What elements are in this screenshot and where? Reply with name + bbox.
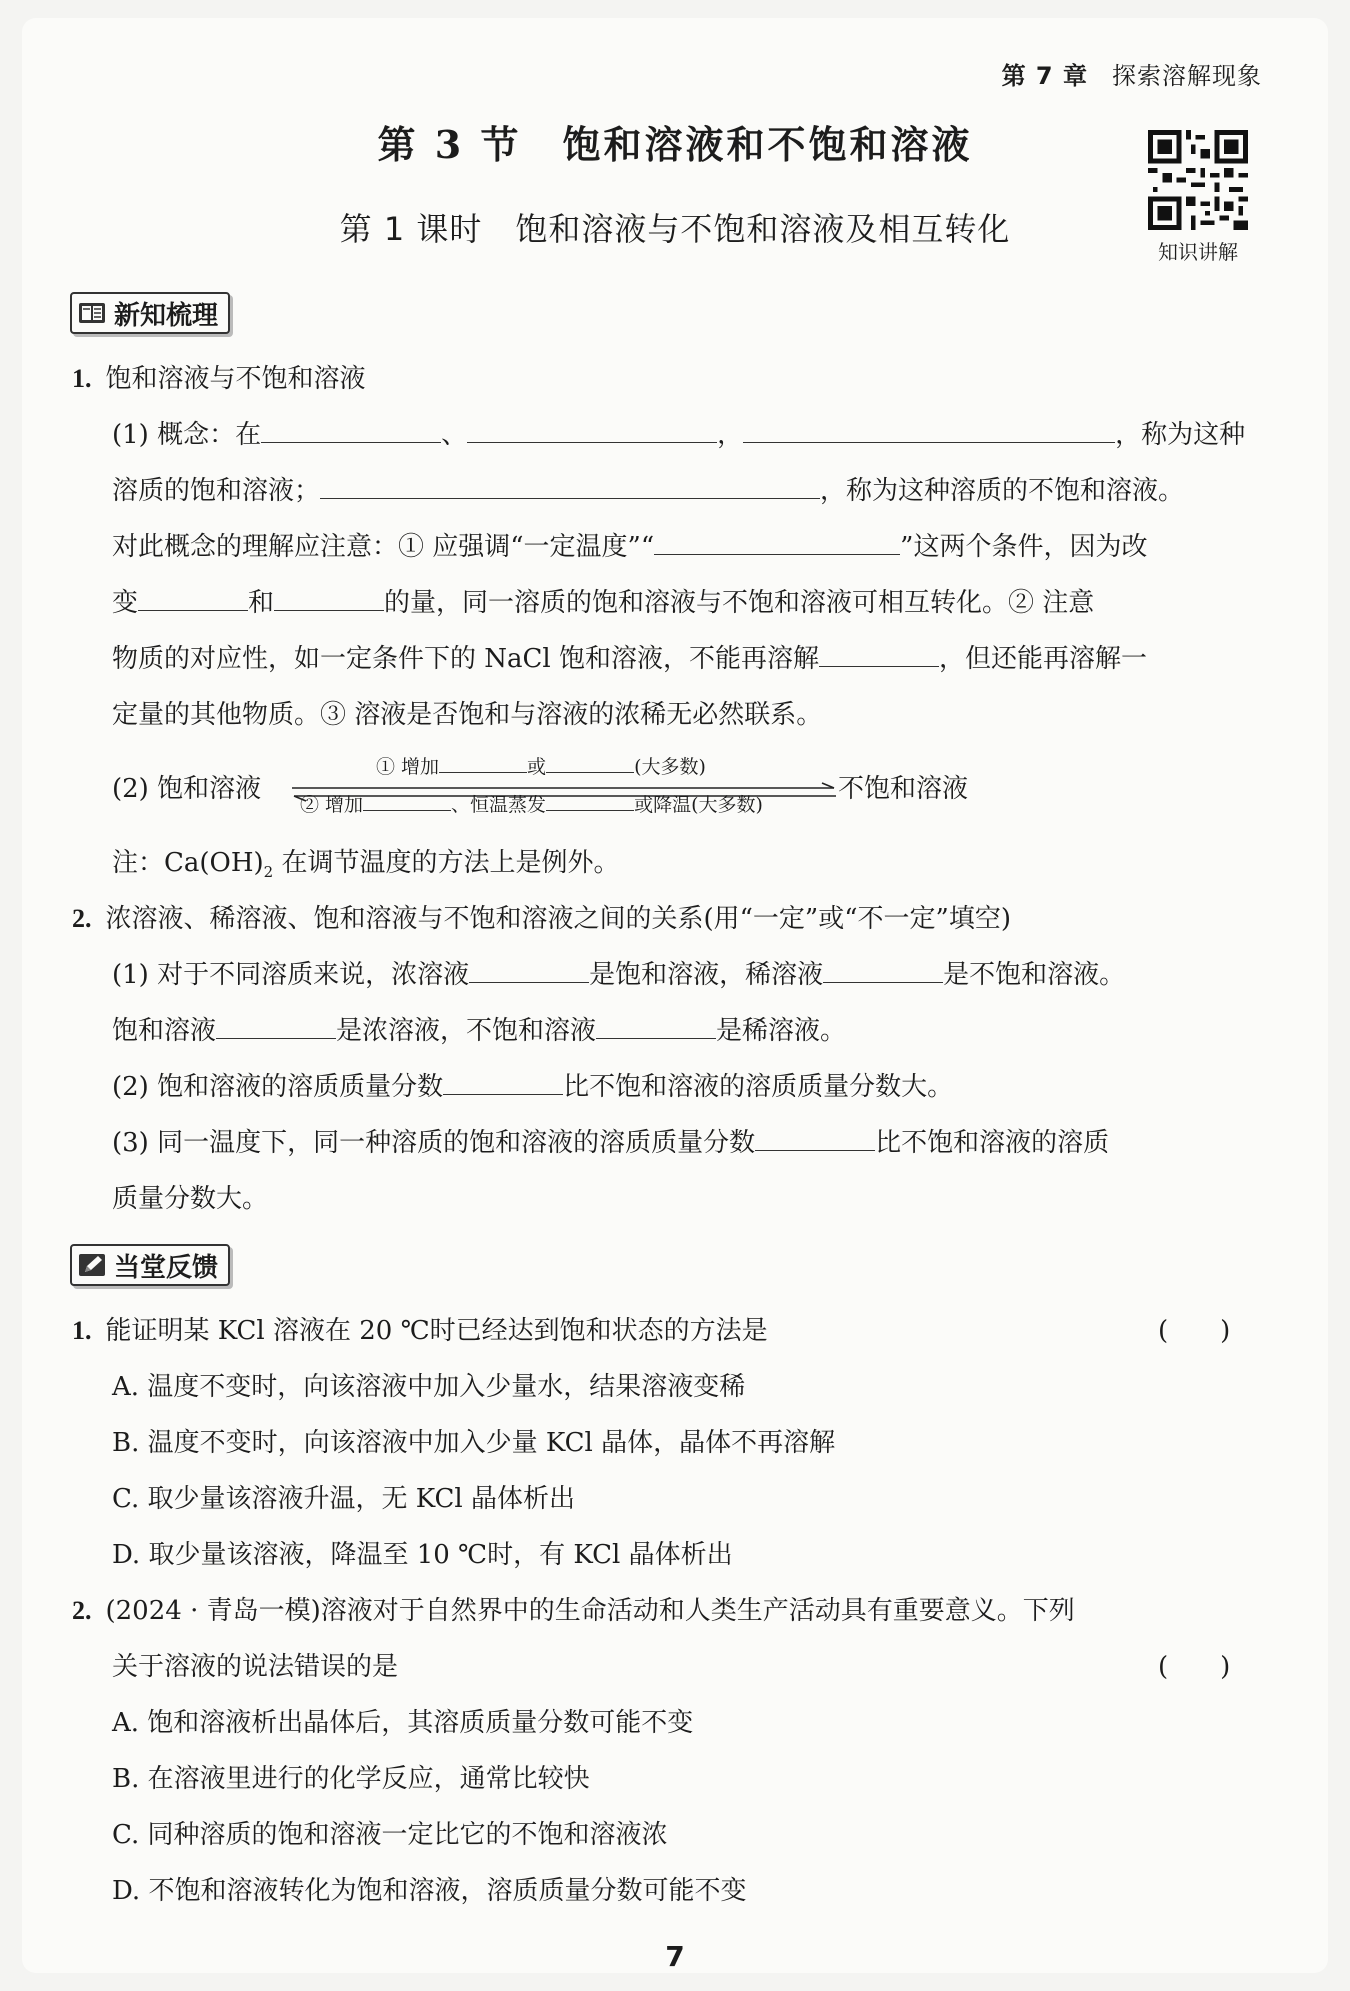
text: 注：Ca(OH) <box>112 848 264 878</box>
option-d[interactable]: D. 不饱和溶液转化为饱和溶液，溶质质量分数可能不变 <box>112 1876 747 1906</box>
item-title-text: 饱和溶液与不饱和溶液 <box>105 364 366 394</box>
chapter-header <box>1002 56 1262 91</box>
concept-line-5 <box>112 638 1147 675</box>
text: ，称为这种溶质的不饱和溶液。 <box>820 476 1185 506</box>
option-b[interactable]: B. 在溶液里进行的化学反应，通常比较快 <box>112 1764 590 1794</box>
text: (2) 饱和溶液的溶质质量分数 <box>112 1072 444 1102</box>
text: ① 增加 <box>376 756 440 778</box>
text: 的量，同一溶质的饱和溶液与不饱和溶液可相互转化。② 注意 <box>384 588 1095 618</box>
text: (大多数) <box>634 756 706 778</box>
text: 是饱和溶液，稀溶液 <box>589 960 824 990</box>
text: 对此概念的理解应注意：① 应强调“一定温度”“ <box>112 532 655 562</box>
text: 比不饱和溶液的溶质质量分数大。 <box>563 1072 954 1102</box>
option-a[interactable]: A. 饱和溶液析出晶体后，其溶质质量分数可能不变 <box>112 1708 694 1738</box>
fill-blank[interactable] <box>823 960 943 983</box>
text: 在调节温度的方法上是例外。 <box>273 848 620 878</box>
fill-blank[interactable] <box>819 644 939 667</box>
relation-line-2 <box>112 1010 846 1047</box>
fill-blank[interactable] <box>654 532 900 555</box>
text: 物质的对应性，如一定条件下的 NaCl 饱和溶液，不能再溶解 <box>112 644 819 674</box>
fill-blank[interactable] <box>443 1072 563 1095</box>
text: 饱和溶液 <box>112 1016 217 1046</box>
text: (1) 对于不同溶质来说，浓溶液 <box>112 960 470 990</box>
chapter-number: 第 7 章 <box>1001 62 1088 90</box>
option-d[interactable]: D. 取少量该溶液，降温至 10 ℃时，有 KCl 晶体析出 <box>112 1540 733 1570</box>
fill-blank[interactable] <box>546 756 634 773</box>
fill-blank[interactable] <box>261 420 441 443</box>
fill-blank[interactable] <box>596 1016 716 1039</box>
question-2-stem <box>72 1590 1075 1627</box>
chapter-title: 探索溶解现象 <box>1112 62 1262 90</box>
question-1-stem <box>72 1310 768 1347</box>
text: ”这两个条件，因为改 <box>900 532 1148 562</box>
fill-blank[interactable] <box>546 794 634 811</box>
answer-parentheses[interactable]: ( ) <box>1158 1652 1231 1682</box>
conversion-left-label: (2) 饱和溶液 <box>112 774 262 804</box>
text: 或 <box>527 756 547 778</box>
section-heading-label: 当堂反馈 <box>114 1252 219 1283</box>
item-number: 2. <box>72 904 92 933</box>
fill-blank[interactable] <box>274 588 384 611</box>
relation-line-4 <box>112 1122 1109 1159</box>
text: ， <box>717 420 744 450</box>
text: (3) 同一温度下，同一种溶质的饱和溶液的溶质质量分数 <box>112 1128 756 1158</box>
item-number: 1. <box>72 364 92 393</box>
option-a[interactable]: A. 温度不变时，向该溶液中加入少量水，结果溶液变稀 <box>112 1372 746 1402</box>
question-text: (2024 · 青岛一模)溶液对于自然界中的生命活动和人类生产活动具有重要意义。下列 <box>105 1596 1075 1626</box>
fill-blank[interactable] <box>755 1128 875 1151</box>
text: 和 <box>248 588 275 618</box>
question-2-stem-cont: 关于溶液的说法错误的是 <box>112 1652 399 1682</box>
text: ，称为这种 <box>1115 420 1246 450</box>
option-b[interactable]: B. 温度不变时，向该溶液中加入少量 KCl 晶体，晶体不再溶解 <box>112 1428 836 1458</box>
text: 是稀溶液。 <box>716 1016 847 1046</box>
text: ，但还能再溶解一 <box>939 644 1148 674</box>
fill-blank[interactable] <box>216 1016 336 1039</box>
fill-blank[interactable] <box>439 756 527 773</box>
option-c[interactable]: C. 同种溶质的饱和溶液一定比它的不饱和溶液浓 <box>112 1820 668 1850</box>
text: ② 增加 <box>300 794 364 816</box>
item-1-title <box>72 358 366 395</box>
section-heading-new-knowledge <box>70 292 230 334</box>
section-heading-label: 新知梳理 <box>114 300 219 331</box>
fill-blank[interactable] <box>467 420 717 443</box>
text: 、恒温蒸发 <box>451 794 547 816</box>
text: 是浓溶液，不饱和溶液 <box>336 1016 597 1046</box>
relation-line-1 <box>112 954 1125 991</box>
relation-line-5: 质量分数大。 <box>112 1184 269 1214</box>
question-number: 2. <box>72 1596 92 1625</box>
pencil-icon <box>78 1252 106 1278</box>
section-title: 第 3 节 饱和溶液和不饱和溶液 <box>377 122 973 167</box>
fill-blank[interactable] <box>363 794 451 811</box>
text: 是不饱和溶液。 <box>943 960 1126 990</box>
subscript: 2 <box>263 863 274 882</box>
qr-caption: 知识讲解 <box>1158 240 1238 264</box>
text: 或降温(大多数) <box>634 794 763 816</box>
item-title-text: 浓溶液、稀溶液、饱和溶液与不饱和溶液之间的关系(用“一定”或“不一定”填空) <box>105 904 1011 934</box>
qr-code-icon[interactable] <box>1146 130 1250 230</box>
text: 、 <box>441 420 468 450</box>
lesson-subtitle: 第 1 课时 饱和溶液与不饱和溶液及相互转化 <box>339 210 1011 248</box>
fill-blank[interactable] <box>743 420 1115 443</box>
fill-blank[interactable] <box>320 476 820 499</box>
answer-parentheses[interactable]: ( ) <box>1158 1316 1231 1346</box>
question-text: 能证明某 KCl 溶液在 20 ℃时已经达到饱和状态的方法是 <box>105 1316 768 1346</box>
concept-line-4 <box>112 582 1094 619</box>
option-c[interactable]: C. 取少量该溶液升温，无 KCl 晶体析出 <box>112 1484 575 1514</box>
concept-line-2 <box>112 470 1184 507</box>
item-2-title <box>72 898 1011 935</box>
text: 变 <box>112 588 139 618</box>
conversion-bottom-label <box>300 790 763 817</box>
concept-line-3 <box>112 526 1147 563</box>
conversion-top-label <box>376 752 706 779</box>
question-number: 1. <box>72 1316 92 1345</box>
page-number: 7 <box>665 1940 685 1973</box>
text: 比不饱和溶液的溶质 <box>875 1128 1110 1158</box>
note-line <box>112 842 619 881</box>
text: 溶质的饱和溶液； <box>112 476 321 506</box>
section-heading-feedback <box>70 1244 230 1286</box>
concept-line-1 <box>112 414 1245 451</box>
fill-blank[interactable] <box>469 960 589 983</box>
conversion-right-label: 不饱和溶液 <box>838 774 969 804</box>
fill-blank[interactable] <box>138 588 248 611</box>
concept-line-6: 定量的其他物质。③ 溶液是否饱和与溶液的浓稀无必然联系。 <box>112 700 823 730</box>
text: (1) 概念：在 <box>112 420 262 450</box>
relation-line-3 <box>112 1066 953 1103</box>
book-icon <box>78 300 106 326</box>
